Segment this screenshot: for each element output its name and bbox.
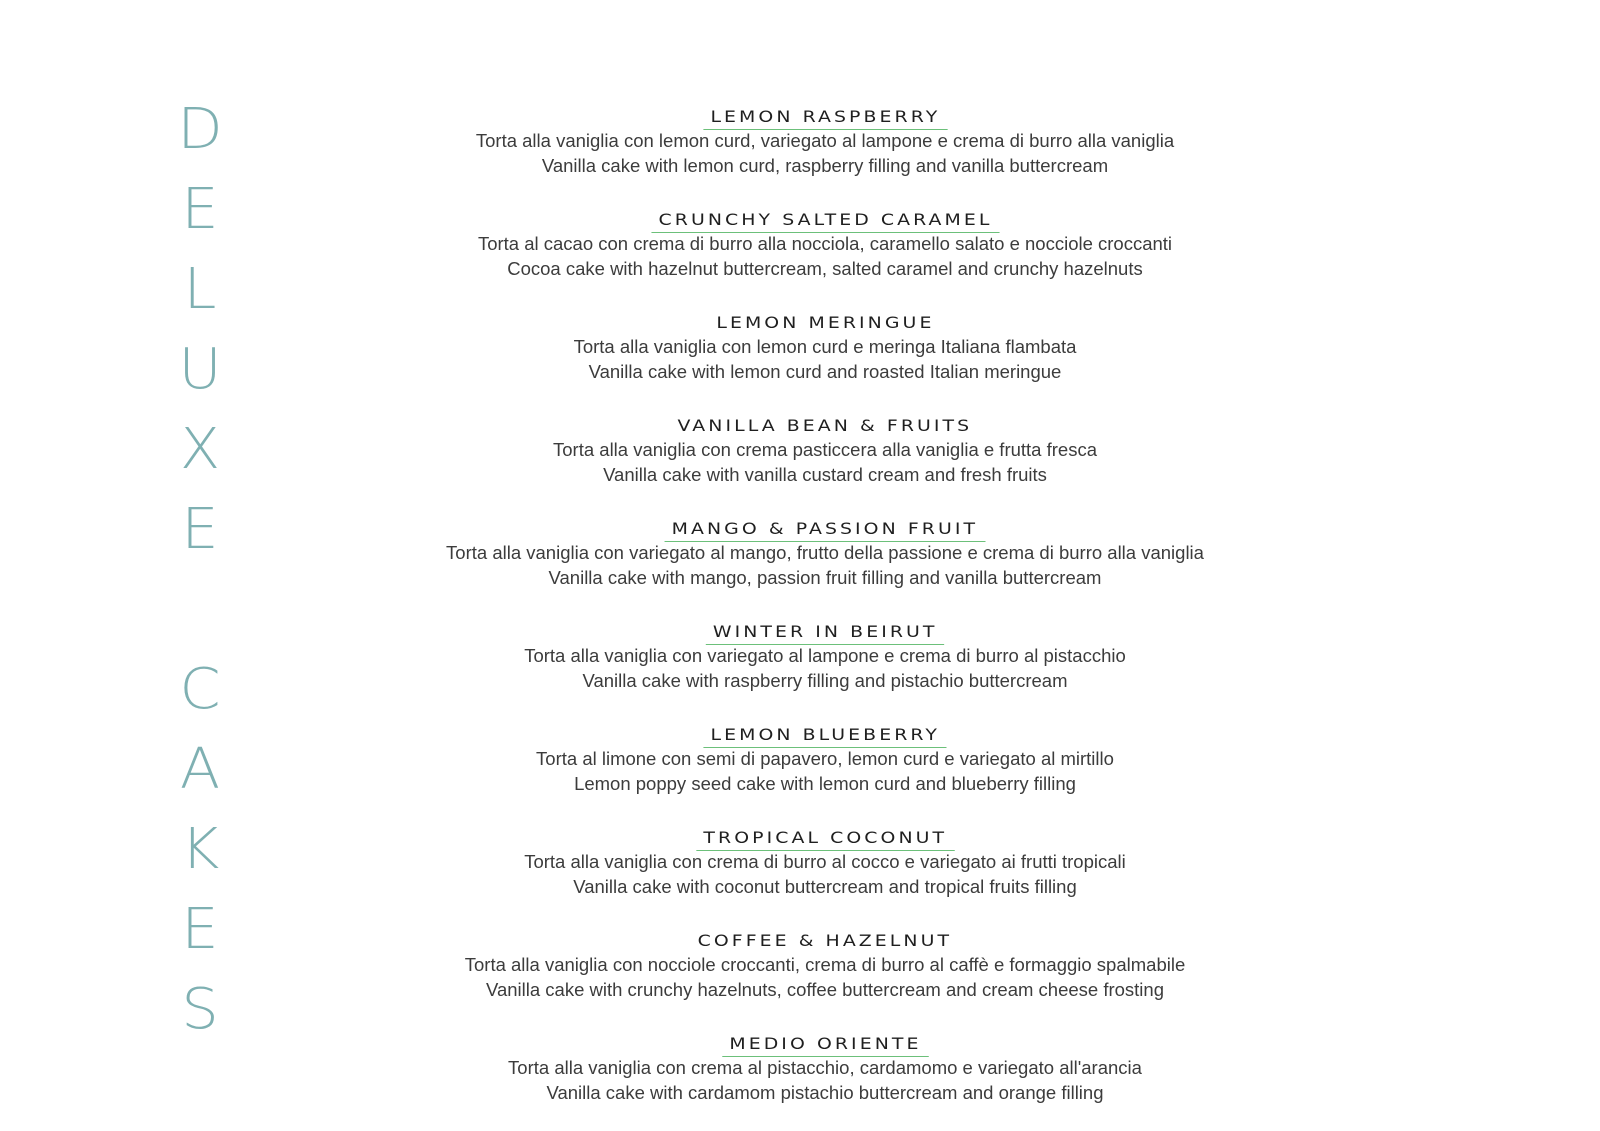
side-title-letter: U <box>178 337 222 402</box>
item-description-english: Vanilla cake with lemon curd and roasted Italian meringue <box>588 361 1062 382</box>
side-title-deluxe-cakes <box>170 97 230 1042</box>
menu-item <box>410 312 1240 384</box>
item-description-italian: Torta alla vaniglia con crema di burro al cocco e variegato ai frutti tropicali <box>524 851 1126 872</box>
side-title-letter: C <box>179 657 221 722</box>
item-description-italian: Torta alla vaniglia con lemon curd e meringa Italiana flambata <box>573 336 1077 357</box>
menu-item <box>410 518 1240 590</box>
item-description-english: Vanilla cake with mango, passion fruit filling and vanilla buttercream <box>548 567 1102 588</box>
menu-item <box>410 621 1240 693</box>
menu-item <box>410 106 1240 178</box>
side-title-letter: E <box>181 897 219 962</box>
item-description-italian: Torta alla vaniglia con variegato al lampone e crema di burro al pistacchio <box>524 645 1126 666</box>
item-title: COFFEE & HAZELNUT <box>697 931 953 950</box>
item-title: MEDIO ORIENTE <box>724 1033 926 1055</box>
item-description-italian: Torta al limone con semi di papavero, lemon curd e variegato al mirtillo <box>536 748 1114 769</box>
side-title-letter: K <box>180 817 220 882</box>
item-title: LEMON RASPBERRY <box>705 106 944 128</box>
item-description-english: Vanilla cake with raspberry filling and pistachio buttercream <box>582 670 1068 691</box>
item-description-english: Vanilla cake with cardamom pistachio buttercream and orange filling <box>546 1082 1104 1103</box>
menu-item <box>410 930 1240 1002</box>
menu-item <box>410 724 1240 796</box>
item-description-english: Vanilla cake with crunchy hazelnuts, coffee buttercream and cream cheese frosting <box>485 979 1164 1000</box>
item-title: MANGO & PASSION FRUIT <box>667 518 983 540</box>
item-description-italian: Torta alla vaniglia con nocciole croccanti, crema di burro al caffè e formaggio spalmabile <box>464 954 1186 975</box>
side-title-letter: A <box>179 737 221 802</box>
item-description-english: Vanilla cake with lemon curd, raspberry filling and vanilla buttercream <box>541 155 1109 176</box>
item-description-english: Cocoa cake with hazelnut buttercream, salted caramel and crunchy hazelnuts <box>507 258 1143 279</box>
item-title: CRUNCHY SALTED CARAMEL <box>653 209 996 231</box>
item-description-italian: Torta alla vaniglia con variegato al mango, frutto della passione e crema di burro alla vaniglia <box>446 542 1204 563</box>
menu-item <box>410 827 1240 899</box>
item-title: LEMON MERINGUE <box>715 313 935 332</box>
item-description-italian: Torta al cacao con crema di burro alla nocciola, caramello salato e nocciole croccanti <box>477 233 1173 254</box>
item-description-italian: Torta alla vaniglia con lemon curd, variegato al lampone e crema di burro alla vaniglia <box>475 130 1175 151</box>
item-title: VANILLA BEAN & FRUITS <box>677 416 973 435</box>
menu-item <box>410 209 1240 281</box>
item-description-english: Vanilla cake with vanilla custard cream and fresh fruits <box>603 464 1047 485</box>
side-title-letter: S <box>181 977 219 1042</box>
item-description-english: Lemon poppy seed cake with lemon curd and blueberry filling <box>574 773 1076 794</box>
side-title-letter: X <box>179 417 221 482</box>
side-title-letter: E <box>181 177 219 242</box>
item-description-italian: Torta alla vaniglia con crema al pistacchio, cardamomo e variegato all'arancia <box>508 1057 1142 1078</box>
item-description-italian: Torta alla vaniglia con crema pasticcera alla vaniglia e frutta fresca <box>553 439 1097 460</box>
item-title: TROPICAL COCONUT <box>698 827 951 849</box>
side-title-letter: D <box>177 97 223 162</box>
side-title-letter: L <box>183 257 217 322</box>
item-title: WINTER IN BEIRUT <box>708 621 942 643</box>
side-title-letter: E <box>181 497 219 562</box>
menu-item <box>410 1033 1240 1105</box>
menu-item <box>410 415 1240 487</box>
item-title: LEMON BLUEBERRY <box>706 724 945 746</box>
item-description-english: Vanilla cake with coconut buttercream and tropical fruits filling <box>573 876 1077 897</box>
